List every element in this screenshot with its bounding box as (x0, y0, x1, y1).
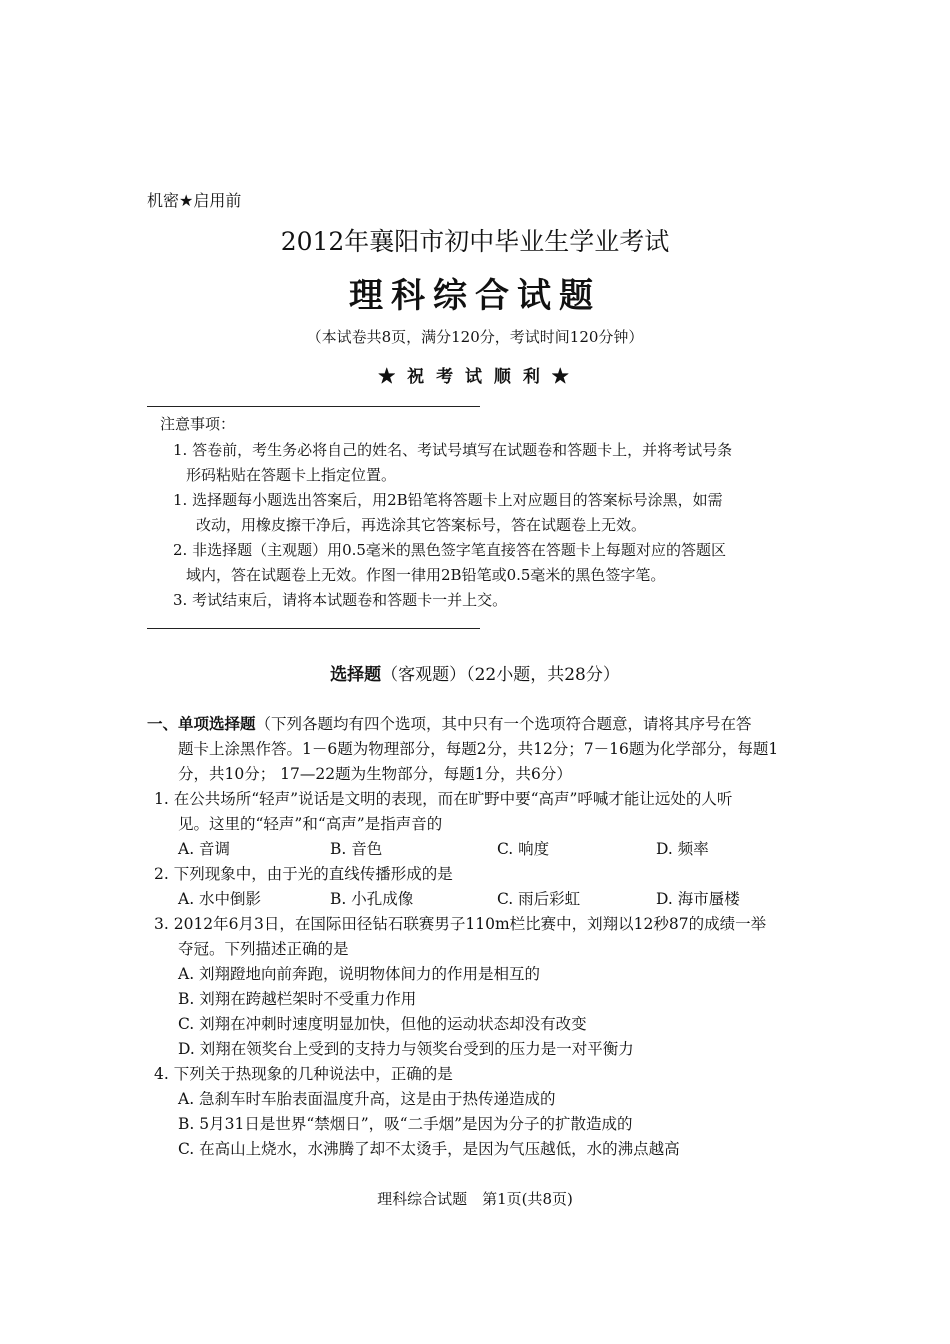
part-instruction-line: 分，共10分； 17—22题为生物部分，每题1分，共6分） (178, 765, 572, 783)
good-luck-banner: ★ 祝 考 试 顺 利 ★ (378, 367, 572, 387)
notice-title: 注意事项： (160, 415, 236, 433)
question-4-stem: 4. 下列关于热现象的几种说法中，正确的是 (154, 1065, 453, 1083)
notice-item: 改动，用橡皮擦干净后，再选涂其它答案标号，答在试题卷上无效。 (196, 516, 647, 534)
question-3-option-b: B. 刘翔在跨越栏架时不受重力作用 (178, 990, 417, 1008)
notice-item: 域内，答在试题卷上无效。作图一律用2B铅笔或0.5毫米的黑色签字笔。 (186, 566, 666, 584)
notice-item: 2. 非选择题（主观题）用0.5毫米的黑色签字笔直接答在答题卡上每题对应的答题区 (173, 541, 726, 559)
question-4-option-b: B. 5月31日是世界“禁烟日”，吸“二手烟”是因为分子的扩散造成的 (178, 1115, 633, 1133)
question-2-option-a: A. 水中倒影 (178, 890, 262, 908)
question-3-option-a: A. 刘翔蹬地向前奔跑，说明物体间力的作用是相互的 (178, 965, 541, 983)
exam-title: 2012年襄阳市初中毕业生学业考试 (280, 227, 670, 256)
question-1-stem-cont: 见。这里的“轻声”和“高声”是指声音的 (178, 815, 443, 833)
exam-subtitle: 理科综合试题 (349, 276, 601, 316)
question-2-option-d: D. 海市蜃楼 (656, 890, 740, 908)
part-instruction-line: （下列各题均有四个选项，其中只有一个选项符合题意，请将其序号在答 (255, 715, 752, 733)
question-3-stem: 3. 2012年6月3日，在国际田径钻石联赛男子110m栏比赛中，刘翔以12秒87的成绩一举 (154, 915, 767, 933)
part-instructions (147, 712, 752, 734)
notice-item: 1. 答卷前，考生务必将自己的姓名、考试号填写在试题卷和答题卡上，并将考试号条 (173, 441, 733, 459)
question-2-stem: 2. 下列现象中，由于光的直线传播形成的是 (154, 865, 453, 883)
question-1-stem: 1. 在公共场所“轻声”说话是文明的表现，而在旷野中要“高声”呼喊才能让远处的人听 (154, 790, 733, 808)
question-1-option-b: B. 音色 (330, 840, 383, 858)
part-instruction-line: 题卡上涂黑作答。1－6题为物理部分，每题2分，共12分；7－16题为化学部分，每题1 (178, 740, 779, 758)
notice-item: 形码粘贴在答题卡上指定位置。 (186, 466, 397, 484)
question-1-option-d: D. 频率 (656, 840, 709, 858)
question-4-option-a: A. 急刹车时车胎表面温度升高，这是由于热传递造成的 (178, 1090, 556, 1108)
page-footer: 理科综合试题 第1页(共8页) (377, 1190, 573, 1208)
exam-info: （本试卷共8页，满分120分，考试时间120分钟） (306, 328, 644, 346)
question-3-stem-cont: 夺冠。下列描述正确的是 (178, 940, 349, 958)
question-1-option-c: C. 响度 (497, 840, 550, 858)
question-2-option-b: B. 小孔成像 (330, 890, 414, 908)
section-heading-rest: （客观题）（22小题，共28分） (381, 665, 620, 685)
question-4-option-c: C. 在高山上烧水，水沸腾了却不太烫手，是因为气压越低，水的沸点越高 (178, 1140, 680, 1158)
part-title: 一、单项选择题 (147, 715, 256, 733)
section-heading (0, 660, 950, 685)
confidential-label: 机密★启用前 (147, 191, 242, 210)
question-3-option-c: C. 刘翔在冲刺时速度明显加快，但他的运动状态却没有改变 (178, 1015, 587, 1033)
question-2-option-c: C. 雨后彩虹 (497, 890, 581, 908)
question-3-option-d: D. 刘翔在领奖台上受到的支持力与领奖台受到的压力是一对平衡力 (178, 1040, 634, 1058)
notice-bottom-divider (147, 628, 480, 629)
notice-item: 3. 考试结束后，请将本试题卷和答题卡一并上交。 (173, 591, 508, 609)
notice-top-divider (147, 406, 480, 407)
question-1-option-a: A. 音调 (178, 840, 231, 858)
notice-item: 1. 选择题每小题选出答案后，用2B铅笔将答题卡上对应题目的答案标号涂黑，如需 (173, 491, 723, 509)
section-heading-bold: 选择题 (330, 665, 382, 685)
